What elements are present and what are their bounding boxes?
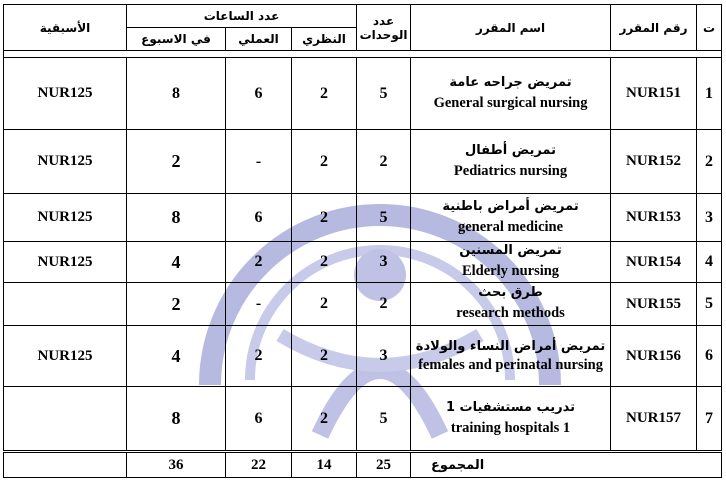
- seq-cell: 6: [697, 326, 722, 387]
- theory-cell: 2: [292, 130, 357, 194]
- header-hours-group: عدد الساعات: [127, 5, 357, 28]
- header-separator: [4, 51, 722, 58]
- course-name-cell: [411, 387, 611, 452]
- weekly-cell: 2: [127, 130, 226, 194]
- table-row: [4, 194, 722, 242]
- prereq-cell: NUR125: [4, 58, 127, 130]
- course-code-cell: NUR156: [611, 326, 697, 387]
- course-code-cell: NUR157: [611, 387, 697, 452]
- header-course-name: اسم المقرر: [411, 5, 611, 51]
- course-table: [3, 4, 722, 478]
- course-code-cell: NUR151: [611, 58, 697, 130]
- totals-row: [4, 452, 722, 478]
- course-name-en: Pediatrics nursing: [453, 162, 568, 179]
- seq-cell: 2: [697, 130, 722, 194]
- table-row: [4, 58, 722, 130]
- course-code-cell: NUR153: [611, 194, 697, 242]
- header-theory: النظري: [292, 28, 357, 51]
- theory-cell: 2: [292, 283, 357, 326]
- seq-cell: 1: [697, 58, 722, 130]
- units-cell: 2: [357, 283, 411, 326]
- table-row: [4, 242, 722, 283]
- theory-cell: 2: [292, 58, 357, 130]
- course-name-ar: تمريض أمراض النساء والولادة: [415, 338, 606, 354]
- course-code-cell: NUR154: [611, 242, 697, 283]
- course-name-ar: طرق بحث: [478, 285, 543, 300]
- table-row: [4, 130, 722, 194]
- course-name-en: General surgical nursing: [433, 94, 588, 111]
- units-cell: 3: [357, 326, 411, 387]
- total-practical: 22: [226, 452, 292, 478]
- units-cell: 5: [357, 58, 411, 130]
- totals-prereq-cell: [4, 452, 127, 478]
- practical-cell: -: [226, 283, 292, 326]
- course-name-cell: [411, 326, 611, 387]
- course-code-cell: NUR152: [611, 130, 697, 194]
- theory-cell: 2: [292, 326, 357, 387]
- practical-cell: 6: [226, 194, 292, 242]
- course-name-cell: [411, 194, 611, 242]
- total-theory: 14: [292, 452, 357, 478]
- table-row: [4, 283, 722, 326]
- units-cell: 5: [357, 387, 411, 452]
- table-row: [4, 326, 722, 387]
- header-course-code: رقم المقرر: [611, 5, 697, 51]
- course-name-cell: [411, 130, 611, 194]
- prereq-cell: NUR125: [4, 326, 127, 387]
- seq-cell: 5: [697, 283, 722, 326]
- total-weekly: 36: [127, 452, 226, 478]
- course-name-ar: تمريض المسنين: [459, 243, 562, 258]
- weekly-cell: 4: [127, 326, 226, 387]
- header-prerequisite: الأسبقية: [4, 5, 127, 51]
- course-name-en: Elderly nursing: [461, 263, 560, 279]
- course-name-en: females and perinatal nursing: [418, 356, 603, 373]
- practical-cell: 2: [226, 326, 292, 387]
- prereq-cell: [4, 283, 127, 326]
- prereq-cell: NUR125: [4, 130, 127, 194]
- total-units: 25: [357, 452, 411, 478]
- theory-cell: 2: [292, 387, 357, 452]
- totals-label: المجموع: [411, 452, 722, 478]
- course-name-ar: تدريب مستشفيات 1: [445, 399, 576, 415]
- header-practical: العملي: [226, 28, 292, 51]
- header-weekly: في الاسبوع: [127, 28, 226, 51]
- course-name-cell: [411, 283, 611, 326]
- weekly-cell: 4: [127, 242, 226, 283]
- weekly-cell: 8: [127, 58, 226, 130]
- course-name-cell: [411, 58, 611, 130]
- course-name-ar: تمريض جراحه عامة: [449, 74, 572, 90]
- course-name-cell: [411, 242, 611, 283]
- table-row: [4, 387, 722, 452]
- theory-cell: 2: [292, 242, 357, 283]
- header-seq: ت: [697, 5, 722, 51]
- course-name-ar: تمريض أطفال: [464, 142, 557, 158]
- seq-cell: 7: [697, 387, 722, 452]
- seq-cell: 4: [697, 242, 722, 283]
- course-code-cell: NUR155: [611, 283, 697, 326]
- course-name-en: training hospitals 1: [450, 419, 571, 436]
- weekly-cell: 8: [127, 194, 226, 242]
- theory-cell: 2: [292, 194, 357, 242]
- header-units: عدد الوحدات: [357, 5, 411, 51]
- weekly-cell: 2: [127, 283, 226, 326]
- course-name-ar: تمريض أمراض باطنية: [442, 198, 579, 214]
- practical-cell: 2: [226, 242, 292, 283]
- practical-cell: 6: [226, 387, 292, 452]
- units-cell: 3: [357, 242, 411, 283]
- practical-cell: 6: [226, 58, 292, 130]
- seq-cell: 3: [697, 194, 722, 242]
- prereq-cell: [4, 387, 127, 452]
- units-cell: 2: [357, 130, 411, 194]
- weekly-cell: 8: [127, 387, 226, 452]
- prereq-cell: NUR125: [4, 194, 127, 242]
- practical-cell: -: [226, 130, 292, 194]
- prereq-cell: NUR125: [4, 242, 127, 283]
- units-cell: 5: [357, 194, 411, 242]
- course-name-en: general medicine: [457, 218, 564, 235]
- course-name-en: research methods: [456, 305, 565, 321]
